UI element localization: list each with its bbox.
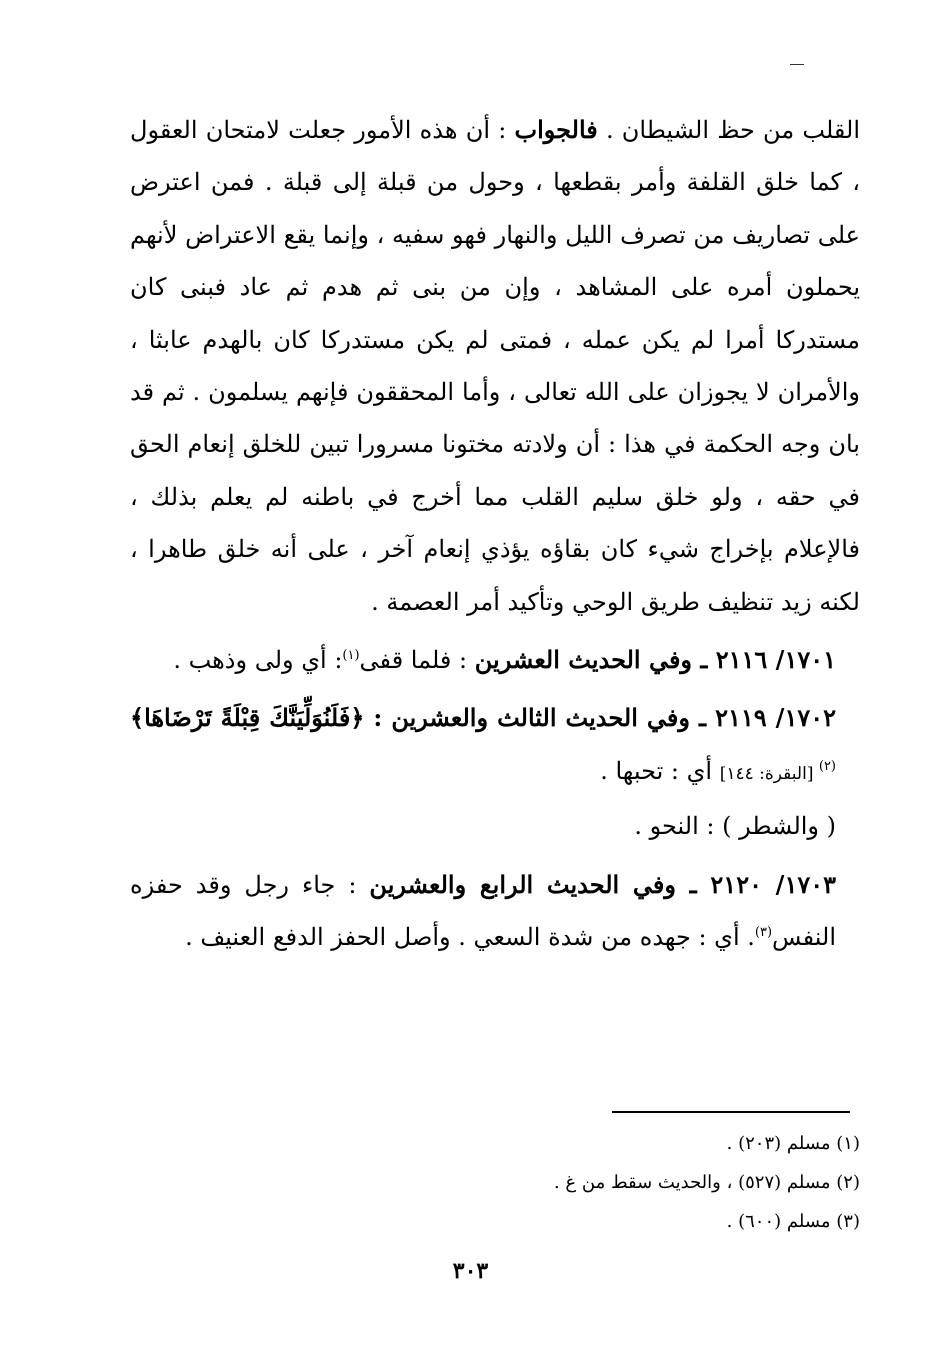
entry-1702 bbox=[130, 692, 860, 800]
entry-1703-text: : جاء رجل وقد حفزه النفس bbox=[130, 870, 836, 952]
entry-1703-tail: . أي : جهده من شدة السعي . وأصل الحفز الدفع العنيف . bbox=[185, 923, 755, 952]
footnote-3: (٣) مسلم (٦٠٠) . bbox=[726, 1211, 860, 1232]
entry-1701-text: : فلما قفى bbox=[359, 646, 475, 675]
quran-quote: : ﴿فَلَنُوَلِّيَنَّكَ قِبْلَةً تَرْضَاهَا﴾ bbox=[130, 703, 392, 733]
paragraph-1-start: القلب من حظ الشيطان . bbox=[597, 116, 861, 144]
answer-label: فالجواب bbox=[514, 115, 598, 144]
entry-1702-line2: ( والشطر ) : النحو . bbox=[634, 812, 836, 841]
footnote-2: (٢) مسلم (٥٢٧) ، والحديث سقط من غ . bbox=[553, 1172, 860, 1193]
page-number: ٣٠٣ bbox=[452, 1258, 489, 1284]
entry-1701-heading: ١٧٠١/ ٢١١٦ ـ وفي الحديث العشرين bbox=[474, 645, 836, 675]
entry-1702-text: أي : تحبها . bbox=[600, 756, 720, 785]
entry-1701-tail: : أي ولى وذهب . bbox=[173, 646, 343, 675]
main-text bbox=[130, 104, 860, 964]
footnote-ref-2: (٢) bbox=[818, 758, 836, 774]
entry-1703-heading: ١٧٠٣/ ٢١٢٠ ـ وفي الحديث الرابع والعشرين bbox=[369, 869, 836, 899]
footnote-1: (١) مسلم (٢٠٣) . bbox=[726, 1133, 860, 1154]
footnotes bbox=[400, 1124, 860, 1241]
quran-reference: [البقرة: ١٤٤] bbox=[719, 763, 819, 784]
entry-1701 bbox=[130, 634, 860, 686]
entry-1703 bbox=[130, 859, 860, 964]
paragraph-1 bbox=[130, 104, 860, 628]
footnote-divider bbox=[612, 1111, 850, 1113]
entry-1702-heading: ١٧٠٢/ ٢١١٩ ـ وفي الحديث الثالث والعشرين bbox=[391, 703, 836, 733]
paragraph-1-rest: : أن هذه الأمور جعلت لامتحان العقول ، كما خلق القلفة وأمر بقطعها ، وحول من قبلة إلى قبلة . فمن اعترض على تصاريف من تصرف الليل والنهار فهو سفيه ، وإنما يقع الاعتراض لأنهم يحملون أمره على المشاهد ، وإن من بنى ثم هدم ثم عاد فبنى كان مستدركا أمرا لم يكن عمله ، فمتى لم يكن مستدركا كان بالهدم عابثا ، والأمران لا يجوزان على الله تعالى ، وأما المحققون فإنهم يسلمون . ثم قد بان وجه الحكمة في هذا : أن ولادته مختونا مسرورا تبين للخلق إنعام الحق في حقه ، ولو خلق سليم القلب مما أخرج في باطنه لم يعلم بذلك ، فالإعلام بإخراج شيء كان بقاؤه يؤذي إنعام آخر ، على أنه خلق طاهرا ، لكنه زيد تنظيف طريق الوحي وتأكيد أمر العصمة . bbox=[130, 116, 860, 616]
footnote-ref-3: (٣) bbox=[754, 925, 773, 941]
footnote-ref-1: (١) bbox=[342, 648, 360, 664]
corner-mark bbox=[790, 64, 804, 65]
